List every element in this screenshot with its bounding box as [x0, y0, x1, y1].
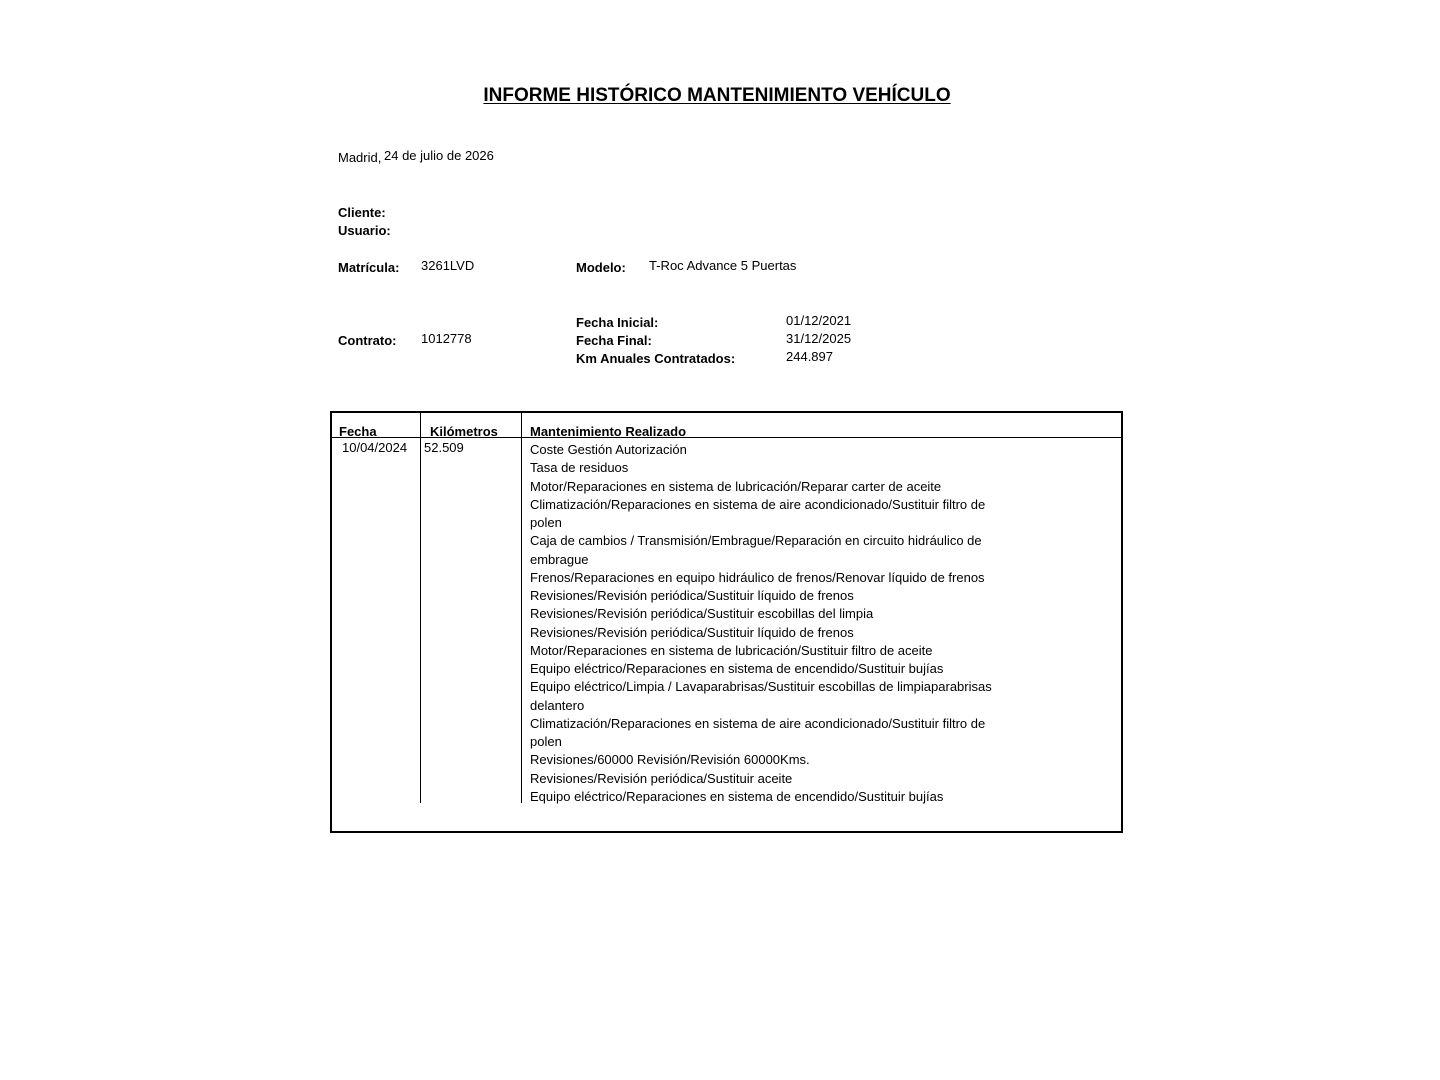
list-item: Equipo eléctrico/Reparaciones en sistema de encendido/Sustituir bujías — [530, 788, 944, 804]
list-item: Equipo eléctrico/Reparaciones en sistema de encendido/Sustituir bujías — [530, 661, 944, 676]
place-label: Madrid, — [338, 150, 382, 165]
cliente-label: Cliente: — [338, 205, 386, 220]
row-fecha: 10/04/2024 — [342, 440, 408, 455]
list-item: Climatización/Reparaciones en sistema de aire acondicionado/Sustituir filtro de polen — [530, 496, 986, 530]
modelo-value: T-Roc Advance 5 Puertas — [649, 258, 797, 273]
usuario-label: Usuario: — [338, 223, 391, 238]
column-divider-1 — [420, 413, 421, 803]
km-anuales-value: 244.897 — [786, 349, 833, 364]
document-date: 24 de julio de 2026 — [384, 148, 494, 163]
modelo-label: Modelo: — [576, 260, 626, 275]
column-divider-2 — [521, 413, 522, 803]
list-item: Caja de cambios / Transmisión/Embrague/Reparación en circuito hidráulico de embrague — [530, 533, 982, 567]
matricula-label: Matrícula: — [338, 260, 400, 275]
maintenance-list — [530, 441, 1020, 806]
contrato-value: 1012778 — [421, 331, 472, 346]
fecha-inicial-value: 01/12/2021 — [786, 313, 852, 328]
fecha-final-label: Fecha Final: — [576, 333, 652, 348]
list-item: Revisiones/Revisión periódica/Sustituir escobillas del limpia — [530, 606, 874, 622]
list-item: Revisiones/Revisión periódica/Sustituir líquido de frenos — [530, 624, 854, 640]
list-item: Revisiones/Revisión periódica/Sustituir aceite — [530, 770, 793, 786]
maintenance-table — [330, 411, 1123, 833]
list-item: Revisiones/60000 Revisión/Revisión 60000Kms. — [530, 752, 810, 768]
list-item: Climatización/Reparaciones en sistema de aire acondicionado/Sustituir filtro de polen — [530, 715, 986, 749]
contrato-label: Contrato: — [338, 333, 397, 348]
row-km: 52.509 — [424, 440, 464, 455]
list-item: Motor/Reparaciones en sistema de lubricación/Sustituir filtro de aceite — [530, 642, 933, 658]
matricula-value: 3261LVD — [421, 258, 475, 273]
km-anuales-label: Km Anuales Contratados: — [576, 351, 736, 366]
header-fecha: Fecha — [339, 424, 377, 439]
list-item: Coste Gestión Autorización — [530, 442, 687, 457]
list-item: Revisiones/Revisión periódica/Sustituir líquido de frenos — [530, 588, 854, 603]
header-kilometros: Kilómetros — [430, 424, 498, 439]
list-item: Motor/Reparaciones en sistema de lubricación/Reparar carter de aceite — [530, 478, 942, 494]
document-title: INFORME HISTÓRICO MANTENIMIENTO VEHÍCULO — [483, 85, 951, 106]
fecha-inicial-label: Fecha Inicial: — [576, 315, 659, 330]
fecha-final-value: 31/12/2025 — [786, 331, 852, 346]
list-item: Equipo eléctrico/Limpia / Lavaparabrisas/Sustituir escobillas de limpiaparabrisas delantero — [530, 679, 992, 713]
list-item: Tasa de residuos — [530, 460, 629, 476]
list-item: Frenos/Reparaciones en equipo hidráulico de frenos/Renovar líquido de frenos — [530, 569, 985, 585]
header-mantenimiento: Mantenimiento Realizado — [530, 424, 687, 439]
